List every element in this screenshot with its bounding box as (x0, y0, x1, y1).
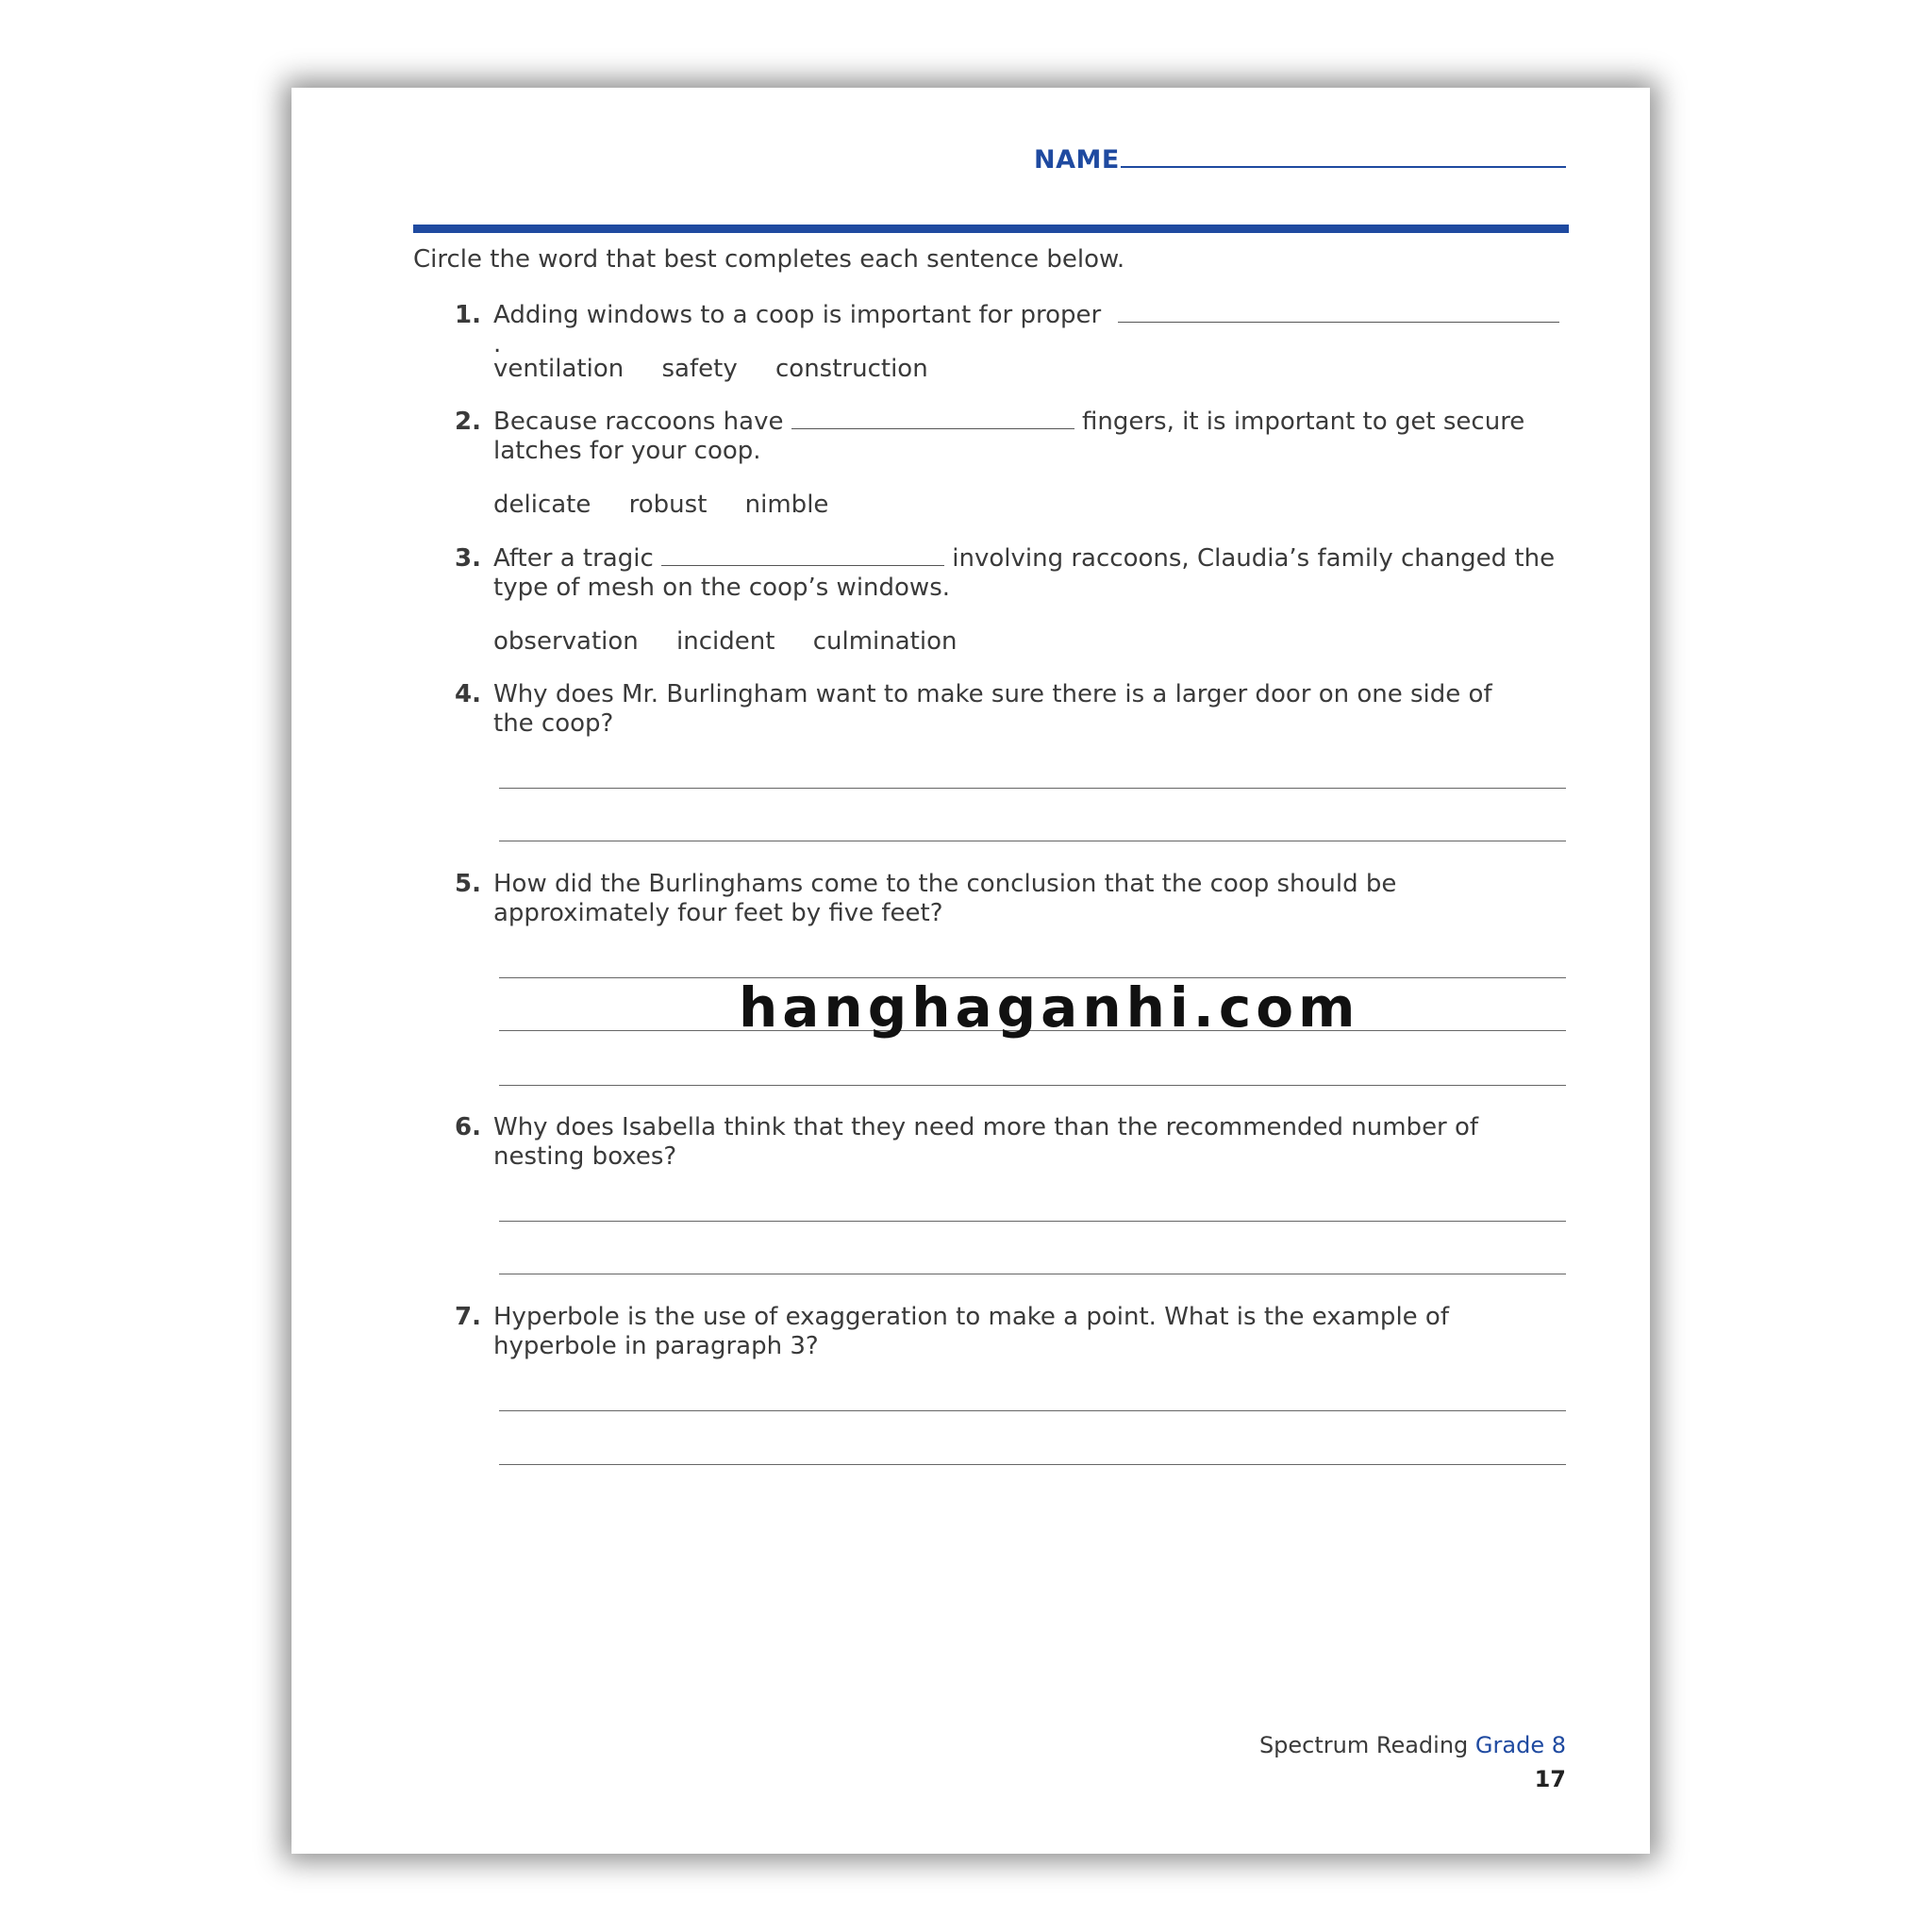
fill-in-blank[interactable] (1118, 301, 1559, 323)
answer-line[interactable] (499, 1085, 1566, 1086)
answer-line[interactable] (499, 1464, 1566, 1465)
question-3-text (493, 544, 1569, 603)
question-1-text (493, 301, 1569, 359)
question-number: 4. (455, 680, 481, 708)
question-text-after: involving raccoons, Claudia’s family changed the type of mesh on the coop’s windows. (493, 544, 1556, 602)
question-number: 5. (455, 870, 481, 898)
grade-label: Grade 8 (1474, 1732, 1566, 1758)
question-5-text: How did the Burlinghams come to the conclusion that the coop should be approximately four feet by five feet? (493, 870, 1397, 927)
question-text-before: Because raccoons have (493, 408, 784, 436)
name-label: NAME (1034, 145, 1120, 175)
question-4-text: Why does Mr. Burlingham want to make sure there is a larger door on one side of the coop? (493, 680, 1492, 738)
answer-line[interactable] (499, 788, 1566, 789)
question-7-text: Hyperbole is the use of exaggeration to make a point. What is the example of hyperbole in paragraph 3? (493, 1303, 1449, 1360)
choice-word[interactable]: safety (661, 355, 738, 383)
choice-word[interactable]: incident (676, 627, 775, 656)
question-number: 3. (455, 544, 481, 573)
choice-word[interactable]: delicate (493, 491, 591, 519)
fill-in-blank[interactable] (791, 408, 1074, 429)
question-text-after: fingers, it is important to get secure latches for your coop. (493, 408, 1525, 465)
choice-word[interactable]: robust (628, 491, 708, 519)
question-text-before: Adding windows to a coop is important for proper (493, 301, 1102, 329)
question-number: 2. (455, 408, 481, 436)
choice-list (493, 355, 958, 384)
choice-word[interactable]: culmination (812, 627, 958, 656)
name-blank-line[interactable] (1121, 166, 1566, 168)
question-6-text: Why does Isabella think that they need more than the recommended number of nesting boxes? (493, 1113, 1479, 1171)
question-number: 7. (455, 1303, 481, 1331)
page-number: 17 (1534, 1766, 1566, 1792)
question-number: 6. (455, 1113, 481, 1141)
question-2-text (493, 408, 1541, 466)
watermark-text: hanghaganhi.com (739, 975, 1360, 1040)
choice-word[interactable]: ventilation (493, 355, 625, 383)
fill-in-blank[interactable] (661, 544, 944, 566)
choice-list (493, 491, 858, 520)
question-number: 1. (455, 301, 481, 329)
choice-word[interactable]: nimble (744, 491, 829, 519)
choice-word[interactable]: observation (493, 627, 639, 656)
book-title: Spectrum Reading (1258, 1732, 1469, 1758)
question-text-before: After a tragic (493, 544, 654, 573)
header-rule (413, 225, 1569, 233)
instructions: Circle the word that best completes each sentence below. (413, 245, 1125, 274)
choice-word[interactable]: construction (775, 355, 928, 383)
answer-line[interactable] (499, 1221, 1566, 1222)
name-field (1034, 145, 1568, 183)
choice-list (493, 627, 987, 657)
footer-book-title (1259, 1732, 1566, 1758)
question-text-after: . (493, 330, 502, 358)
answer-line[interactable] (499, 1410, 1566, 1411)
